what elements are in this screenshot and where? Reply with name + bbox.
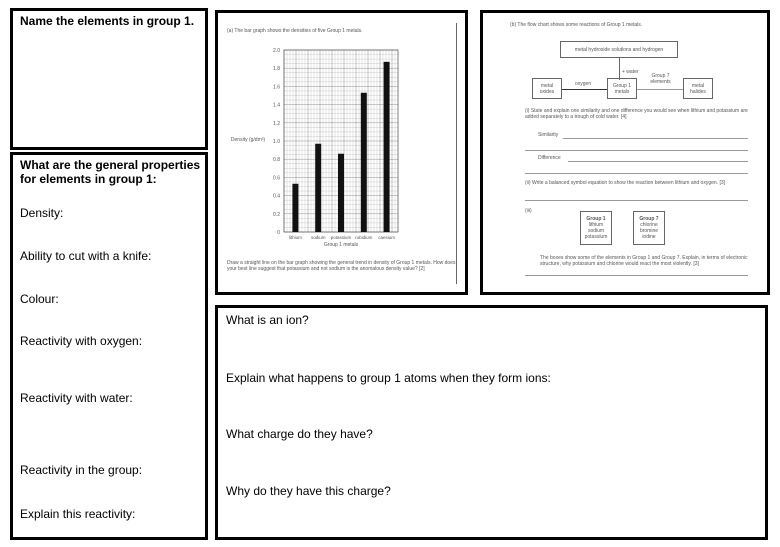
oxygen-label: oxygen	[575, 81, 592, 87]
y-tick-label: 0.6	[273, 175, 280, 182]
y-tick-label: 1.6	[273, 84, 280, 91]
y-tick-label: 0.4	[273, 193, 280, 200]
y-tick-label: 2.0	[273, 48, 280, 54]
name-elements-box	[10, 8, 208, 150]
density-bar-chart	[218, 13, 468, 263]
instruction-text: Draw a straight line on the bar graph showing the general trend in density of Group 1 metals. How does your best line suggest that potassium and not sodium is the anomalous density value? [2]	[227, 260, 456, 272]
charge-question: What charge do they have?	[226, 427, 373, 441]
exam-question-density	[215, 10, 468, 295]
group1-elements-box: Group 1 lithium sodium potassium	[580, 211, 612, 245]
q3-text: The boxes show some of the elements in Group 1 and Group 7. Explain, in terms of electronic structure, why potassium and chlorine would react the most violently. [3]	[540, 255, 748, 267]
bar-potassium	[338, 154, 344, 232]
box-title: Name the elements in group 1.	[20, 14, 195, 28]
y-tick-label: 1.4	[273, 102, 280, 109]
bar-sodium	[315, 144, 321, 232]
exam-question-flowchart	[480, 10, 770, 295]
similarity-label: Similarity	[538, 132, 559, 138]
q2-text: (ii) Write a balanced symbol equation to show the reaction between lithium and oxygen. [3]	[525, 180, 726, 186]
bar-caesium	[384, 62, 390, 232]
x-tick-label: sodium	[310, 235, 326, 240]
x-tick-label: caesium	[378, 235, 395, 240]
y-tick-label: 1.2	[273, 120, 280, 127]
y-tick-label: 0.2	[273, 211, 280, 218]
question-text: (a) The bar graph shows the densities of five Group 1 metals.	[227, 28, 363, 34]
why-charge-question: Why do they have this charge?	[226, 484, 391, 498]
box-title: What are the general properties for elements in group 1:	[20, 158, 201, 186]
x-tick-label: lithium	[288, 235, 302, 240]
form-ions-question: Explain what happens to group 1 atoms when they form ions:	[226, 371, 551, 385]
y-tick-label: 1.8	[273, 66, 280, 73]
y-tick-label: 1.0	[273, 139, 280, 145]
density-label: Density:	[20, 206, 64, 220]
water-label: Reactivity with water:	[20, 391, 133, 405]
explain-label: Explain this reactivity:	[20, 507, 136, 521]
y-tick-label: 0	[277, 230, 280, 236]
y-tick-label: 0.8	[273, 157, 280, 164]
x-tick-label: rubidium	[355, 235, 373, 240]
q3-label: (iii)	[525, 208, 532, 214]
ion-question: What is an ion?	[226, 313, 309, 327]
x-axis-label: Group 1 metals	[323, 242, 359, 248]
q1-text: (i) State and explain one similarity and one difference you would see when lithium and potassium are added separately to a trough of cold water. [4]	[525, 108, 748, 120]
knife-label: Ability to cut with a knife:	[20, 249, 152, 263]
oxides-box: metal oxides	[532, 78, 562, 99]
y-axis-label: Density (g/dm³)	[230, 137, 266, 143]
hydroxide-box: metal hydroxide solutions and hydrogen	[560, 41, 678, 58]
colour-label: Colour:	[20, 292, 59, 306]
group7-label: Group 7 elements	[650, 73, 671, 85]
x-tick-label: potassium	[330, 235, 352, 240]
group-reactivity-label: Reactivity in the group:	[20, 463, 143, 477]
bar-lithium	[292, 184, 298, 232]
difference-label: Difference	[538, 155, 561, 161]
group7-elements-box: Group 7 chlorine bromine iodine	[633, 211, 665, 245]
group1-box: Group 1 metals	[607, 78, 637, 99]
intro-text: (b) The flow chart shows some reactions of Group 1 metals.	[510, 22, 643, 28]
bar-rubidium	[361, 93, 367, 232]
water-label: + water	[622, 69, 639, 75]
halides-box: metal halides	[683, 78, 713, 99]
ions-box	[215, 305, 768, 540]
properties-box	[10, 152, 208, 540]
oxygen-label: Reactivity with oxygen:	[20, 334, 143, 348]
